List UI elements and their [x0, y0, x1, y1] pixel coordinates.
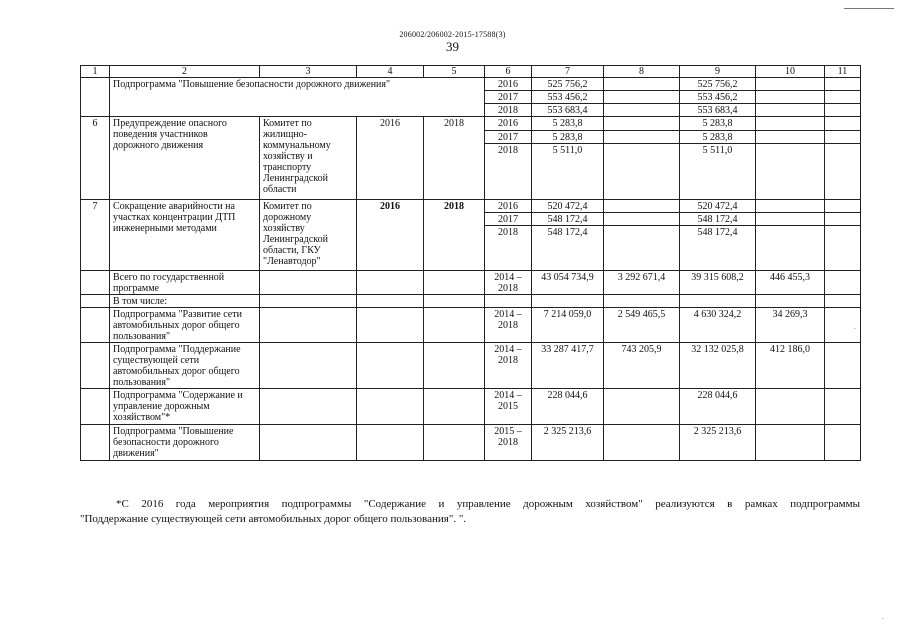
margin-mark: . — [854, 322, 856, 331]
footnote-line: *С 2016 года мероприятия подпрограммы "Содержание и управление дорожным хозяйством" реализуются в рамках подпрограммы — [116, 498, 860, 510]
column-number: 8 — [604, 66, 680, 78]
column-number: 7 — [532, 66, 604, 78]
subprogram-name: Подпрограмма "Повышение безопасности дорожного движения" — [110, 425, 260, 461]
period-cell: 2015 – 2018 — [485, 425, 532, 461]
totals-name: Всего по государственной программе — [110, 271, 260, 295]
total-cell: 553 683,4 — [532, 104, 604, 117]
document-code: 206002/206002-2015-17588(3) — [399, 30, 506, 39]
footnote — [80, 497, 860, 527]
total-cell: 33 287 417,7 — [532, 343, 604, 389]
table-row — [81, 78, 861, 91]
period-cell: 2014 – 2018 — [485, 343, 532, 389]
local-cell — [756, 389, 825, 425]
table-row — [81, 343, 861, 389]
regional-cell: 548 172,4 — [680, 226, 756, 271]
table-row — [81, 200, 861, 213]
federal-cell — [604, 425, 680, 461]
table-row — [81, 117, 861, 131]
start-year: 2016 — [357, 200, 424, 271]
local-cell: 34 269,3 — [756, 308, 825, 343]
period-cell: 2014 – 2018 — [485, 271, 532, 295]
margin-mark: . — [882, 612, 884, 621]
table-row — [81, 425, 861, 461]
regional-cell: 553 456,2 — [680, 91, 756, 104]
column-number: 3 — [260, 66, 357, 78]
total-cell: 2 325 213,6 — [532, 425, 604, 461]
regional-cell: 2 325 213,6 — [680, 425, 756, 461]
total-cell: 5 283,8 — [532, 117, 604, 131]
column-number: 9 — [680, 66, 756, 78]
year-cell: 2018 — [485, 104, 532, 117]
regional-cell: 4 630 324,2 — [680, 308, 756, 343]
year-cell: 2018 — [485, 226, 532, 271]
subprogram-name: Подпрограмма "Поддержание существующей сети автомобильных дорог общего пользования" — [110, 343, 260, 389]
page-number: 39 — [446, 39, 459, 54]
period-cell: 2014 – 2015 — [485, 389, 532, 425]
regional-cell: 228 044,6 — [680, 389, 756, 425]
table-row — [81, 308, 861, 343]
period-cell: 2014 – 2018 — [485, 308, 532, 343]
column-number: 5 — [424, 66, 485, 78]
footnote-line: "Поддержание существующей сети автомобильных дорог общего пользования". ". — [80, 513, 467, 525]
measure-name: Сокращение аварийности на участках концентрации ДТП инженерными методами — [110, 200, 260, 271]
column-number: 10 — [756, 66, 825, 78]
item-number: 7 — [81, 200, 110, 271]
regional-cell: 548 172,4 — [680, 213, 756, 226]
column-number: 4 — [357, 66, 424, 78]
year-cell: 2018 — [485, 144, 532, 200]
subprogram-name: Подпрограмма "Содержание и управление дорожным хозяйством"* — [110, 389, 260, 425]
year-cell: 2016 — [485, 78, 532, 91]
year-cell: 2017 — [485, 131, 532, 144]
column-number: 1 — [81, 66, 110, 78]
local-cell: 446 455,3 — [756, 271, 825, 295]
regional-cell: 5 511,0 — [680, 144, 756, 200]
federal-cell: 3 292 671,4 — [604, 271, 680, 295]
end-year: 2018 — [424, 200, 485, 271]
corner-rule — [844, 8, 894, 9]
total-cell: 5 511,0 — [532, 144, 604, 200]
subprogram-title: Подпрограмма "Повышение безопасности дорожного движения" — [110, 78, 485, 117]
year-cell: 2017 — [485, 91, 532, 104]
item-number: 6 — [81, 117, 110, 200]
end-year: 2018 — [424, 117, 485, 200]
executor: Комитет по жилищно-коммунальному хозяйству и транспорту Ленинградской области — [260, 117, 357, 200]
column-number-row — [81, 66, 861, 78]
table-row — [81, 295, 861, 308]
total-cell: 228 044,6 — [532, 389, 604, 425]
federal-cell: 743 205,9 — [604, 343, 680, 389]
regional-cell: 5 283,8 — [680, 117, 756, 131]
total-cell: 548 172,4 — [532, 226, 604, 271]
local-cell — [756, 425, 825, 461]
column-number: 6 — [485, 66, 532, 78]
program-funding-table — [80, 65, 861, 461]
regional-cell: 520 472,4 — [680, 200, 756, 213]
subprogram-name: Подпрограмма "Развитие сети автомобильных дорог общего пользования" — [110, 308, 260, 343]
total-cell: 548 172,4 — [532, 213, 604, 226]
year-cell: 2017 — [485, 213, 532, 226]
federal-cell — [604, 389, 680, 425]
table-row-totals — [81, 271, 861, 295]
local-cell: 412 186,0 — [756, 343, 825, 389]
total-cell: 553 456,2 — [532, 91, 604, 104]
regional-cell: 39 315 608,2 — [680, 271, 756, 295]
regional-cell: 525 756,2 — [680, 78, 756, 91]
table-row — [81, 389, 861, 425]
federal-cell: 2 549 465,5 — [604, 308, 680, 343]
start-year: 2016 — [357, 117, 424, 200]
year-cell: 2016 — [485, 117, 532, 131]
total-cell: 43 054 734,9 — [532, 271, 604, 295]
executor: Комитет по дорожному хозяйству Ленинградской области, ГКУ "Ленавтодор" — [260, 200, 357, 271]
regional-cell: 5 283,8 — [680, 131, 756, 144]
column-number: 2 — [110, 66, 260, 78]
regional-cell: 32 132 025,8 — [680, 343, 756, 389]
total-cell: 525 756,2 — [532, 78, 604, 91]
total-cell: 520 472,4 — [532, 200, 604, 213]
including-label: В том числе: — [110, 295, 260, 308]
total-cell: 5 283,8 — [532, 131, 604, 144]
total-cell: 7 214 059,0 — [532, 308, 604, 343]
regional-cell: 553 683,4 — [680, 104, 756, 117]
measure-name: Предупреждение опасного поведения участников дорожного движения — [110, 117, 260, 200]
column-number: 11 — [825, 66, 861, 78]
year-cell: 2016 — [485, 200, 532, 213]
